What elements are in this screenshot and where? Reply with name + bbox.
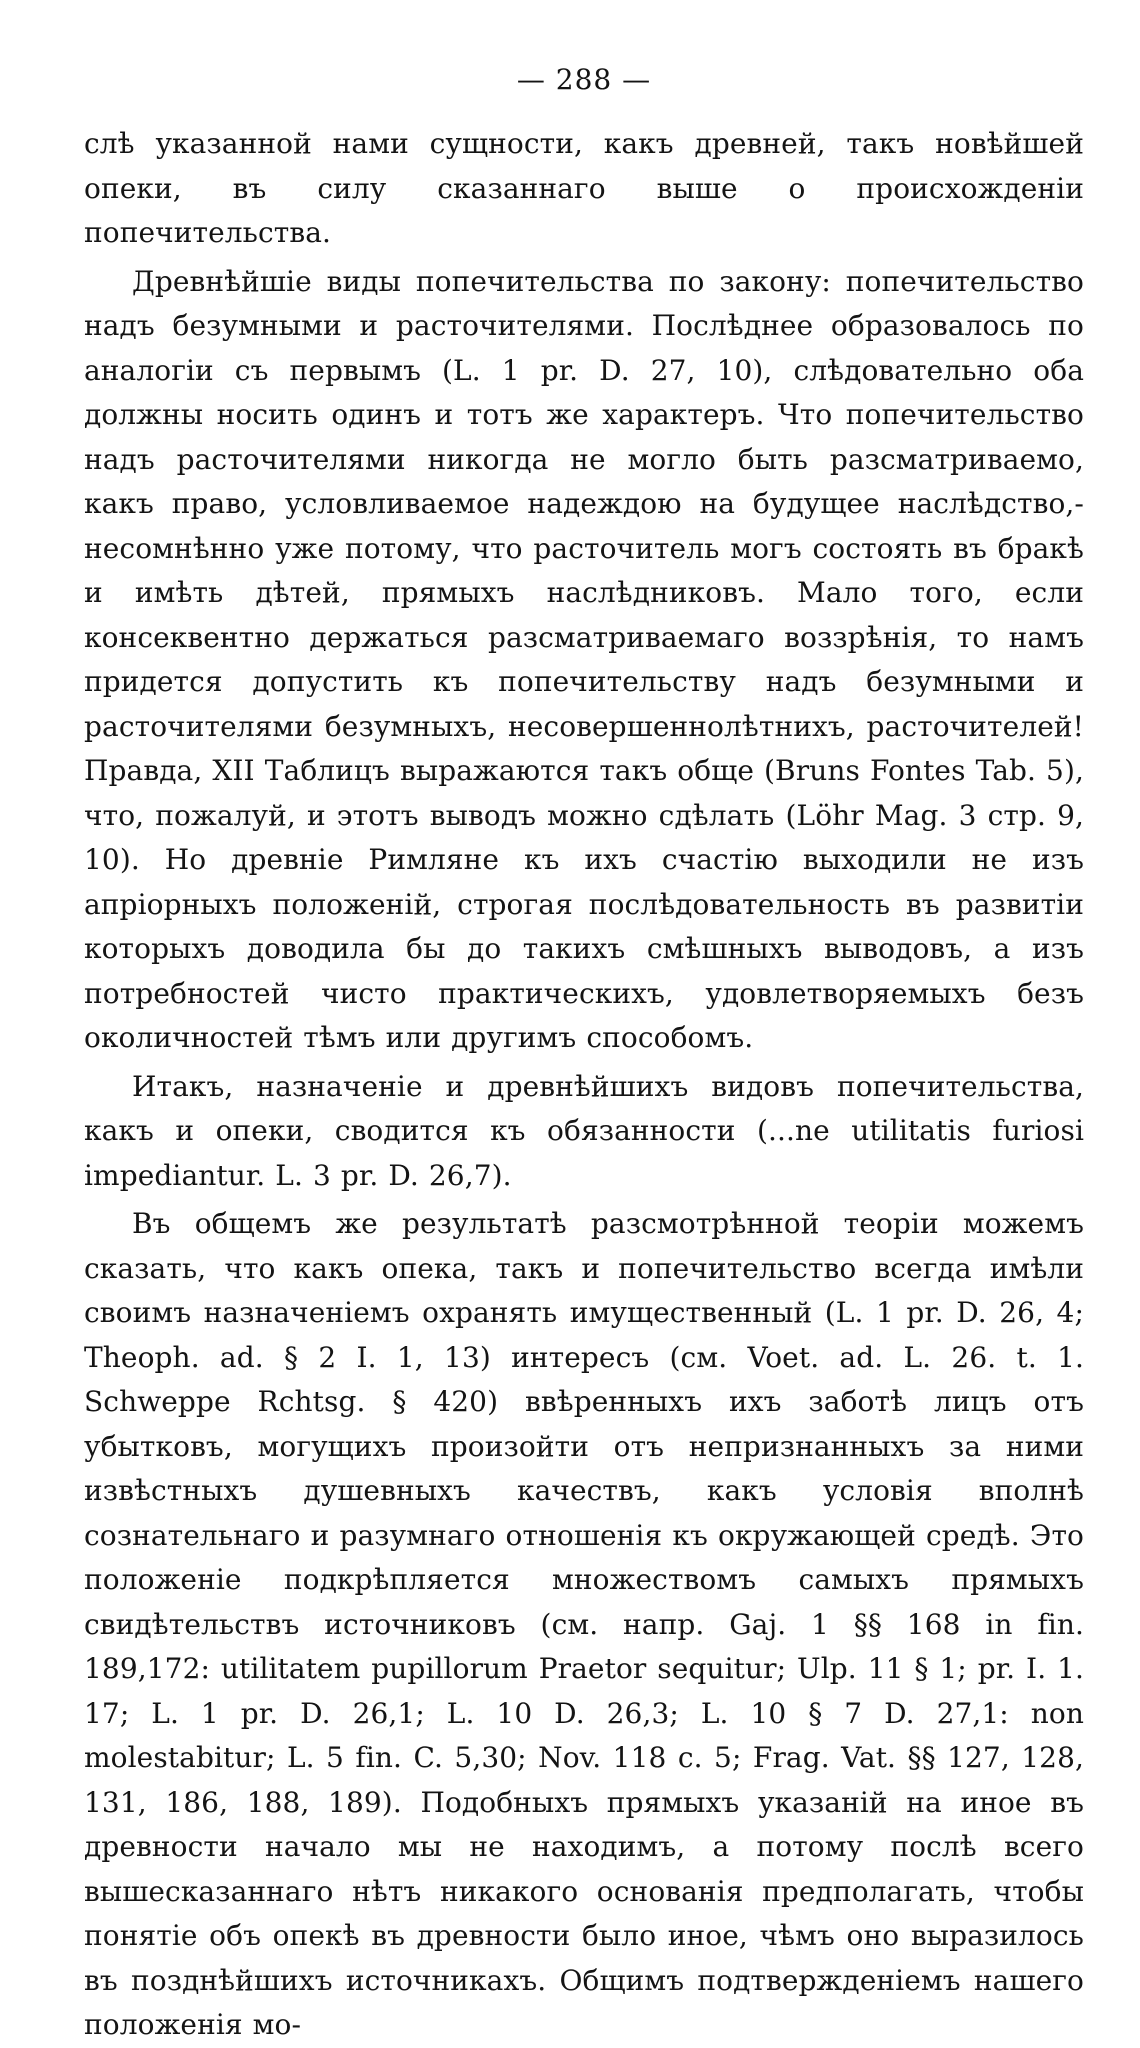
page-number: — 288 — [516,63,652,96]
paragraph-4: Въ общемъ же результатѣ разсмотрѣнной теоріи можемъ сказать, что какъ опека, такъ и попечительство всегда имѣли своимъ назначеніемъ охранять имущественный (L. 1 pr. D. 26, 4; Theoph. ad. § 2 I. 1, 13) интересъ (см. Voet. ad. L. 26. t. 1. Schweppe Rchtsg. § 420) ввѣренныхъ ихъ заботѣ лицъ отъ убытковъ, могущихъ произойти отъ непризнанныхъ за ними извѣстныхъ душевныхъ качествъ, какъ условія вполнѣ сознательнаго и разумнаго отношенія къ окружающей средѣ. Это положеніе подкрѣпляется множествомъ самыхъ прямыхъ свидѣтельствъ источниковъ (см. напр. Gaj. 1 §§ 168 in fin. 189,172: utilitatem pupillorum Praetor sequitur; Ulp. 11 § 1; pr. I. 1. 17; L. 1 pr. D. 26,1; L. 10 D. 26,3; L. 10 § 7 D. 27,1: non molestabitur; L. 5 fin. C. 5,30; Nov. 118 c. 5; Frag. Vat. §§ 127, 128, 131, 186, 188, 189). Подобныхъ прямыхъ указаній на иное въ древности начало мы не находимъ, а потому послѣ всего вышесказаннаго нѣтъ никакого основанія предполагать, чтобы понятіе объ опекѣ въ древности было иное, чѣмъ оно выразилось въ позднѣйшихъ источникахъ. Общимъ подтвержденіемъ нашего положенія мо- [84,1207,1084,2041]
paragraph-2: Древнѣйшіе виды попечительства по закону: попечительство надъ безумными и расточителями. Послѣднее образовалось по аналогіи съ первымъ (L. 1 pr. D. 27, 10), слѣдовательно оба должны носить одинъ и тотъ же характеръ. Что попечительство надъ расточителями никогда не могло быть разсматриваемо, какъ право, условливаемое надеждою на будущее наслѣдство,-несомнѣнно уже потому, что расточитель могъ состоять въ бракѣ и имѣть дѣтей, прямыхъ наслѣдниковъ. Мало того, если консеквентно держаться разсматриваемаго воззрѣнія, то намъ придется допустить къ попечительству надъ безумными и расточителями безумныхъ, несовершеннолѣтнихъ, расточителей! Правда, XII Таблицъ выражаются такъ обще (Bruns Fontes Tab. 5), что, пожалуй, и этотъ выводъ можно сдѣлать (Löhr Mag. 3 стр. 9, 10). Но древніе Римляне къ ихъ счастію выходили не изъ апріорныхъ положеній, строгая послѣдовательность въ развитіи которыхъ доводила бы до такихъ смѣшныхъ выводовъ, а изъ потребностей чисто практическихъ, удовлетворяемыхъ безъ околичностей тѣмъ или другимъ способомъ. [84,264,1084,1054]
document-page [84,64,1084,2048]
paragraph-1: слѣ указанной нами сущности, какъ древней, такъ новѣйшей опеки, въ силу сказаннаго выше о происхожденіи попечительства. [84,127,1084,249]
paragraph-3: Итакъ, назначеніе и древнѣйшихъ видовъ попечительства, какъ и опеки, сводится къ обязанности (...ne utilitatis furiosi impediantur. L. 3 pr. D. 26,7). [84,1069,1084,1192]
